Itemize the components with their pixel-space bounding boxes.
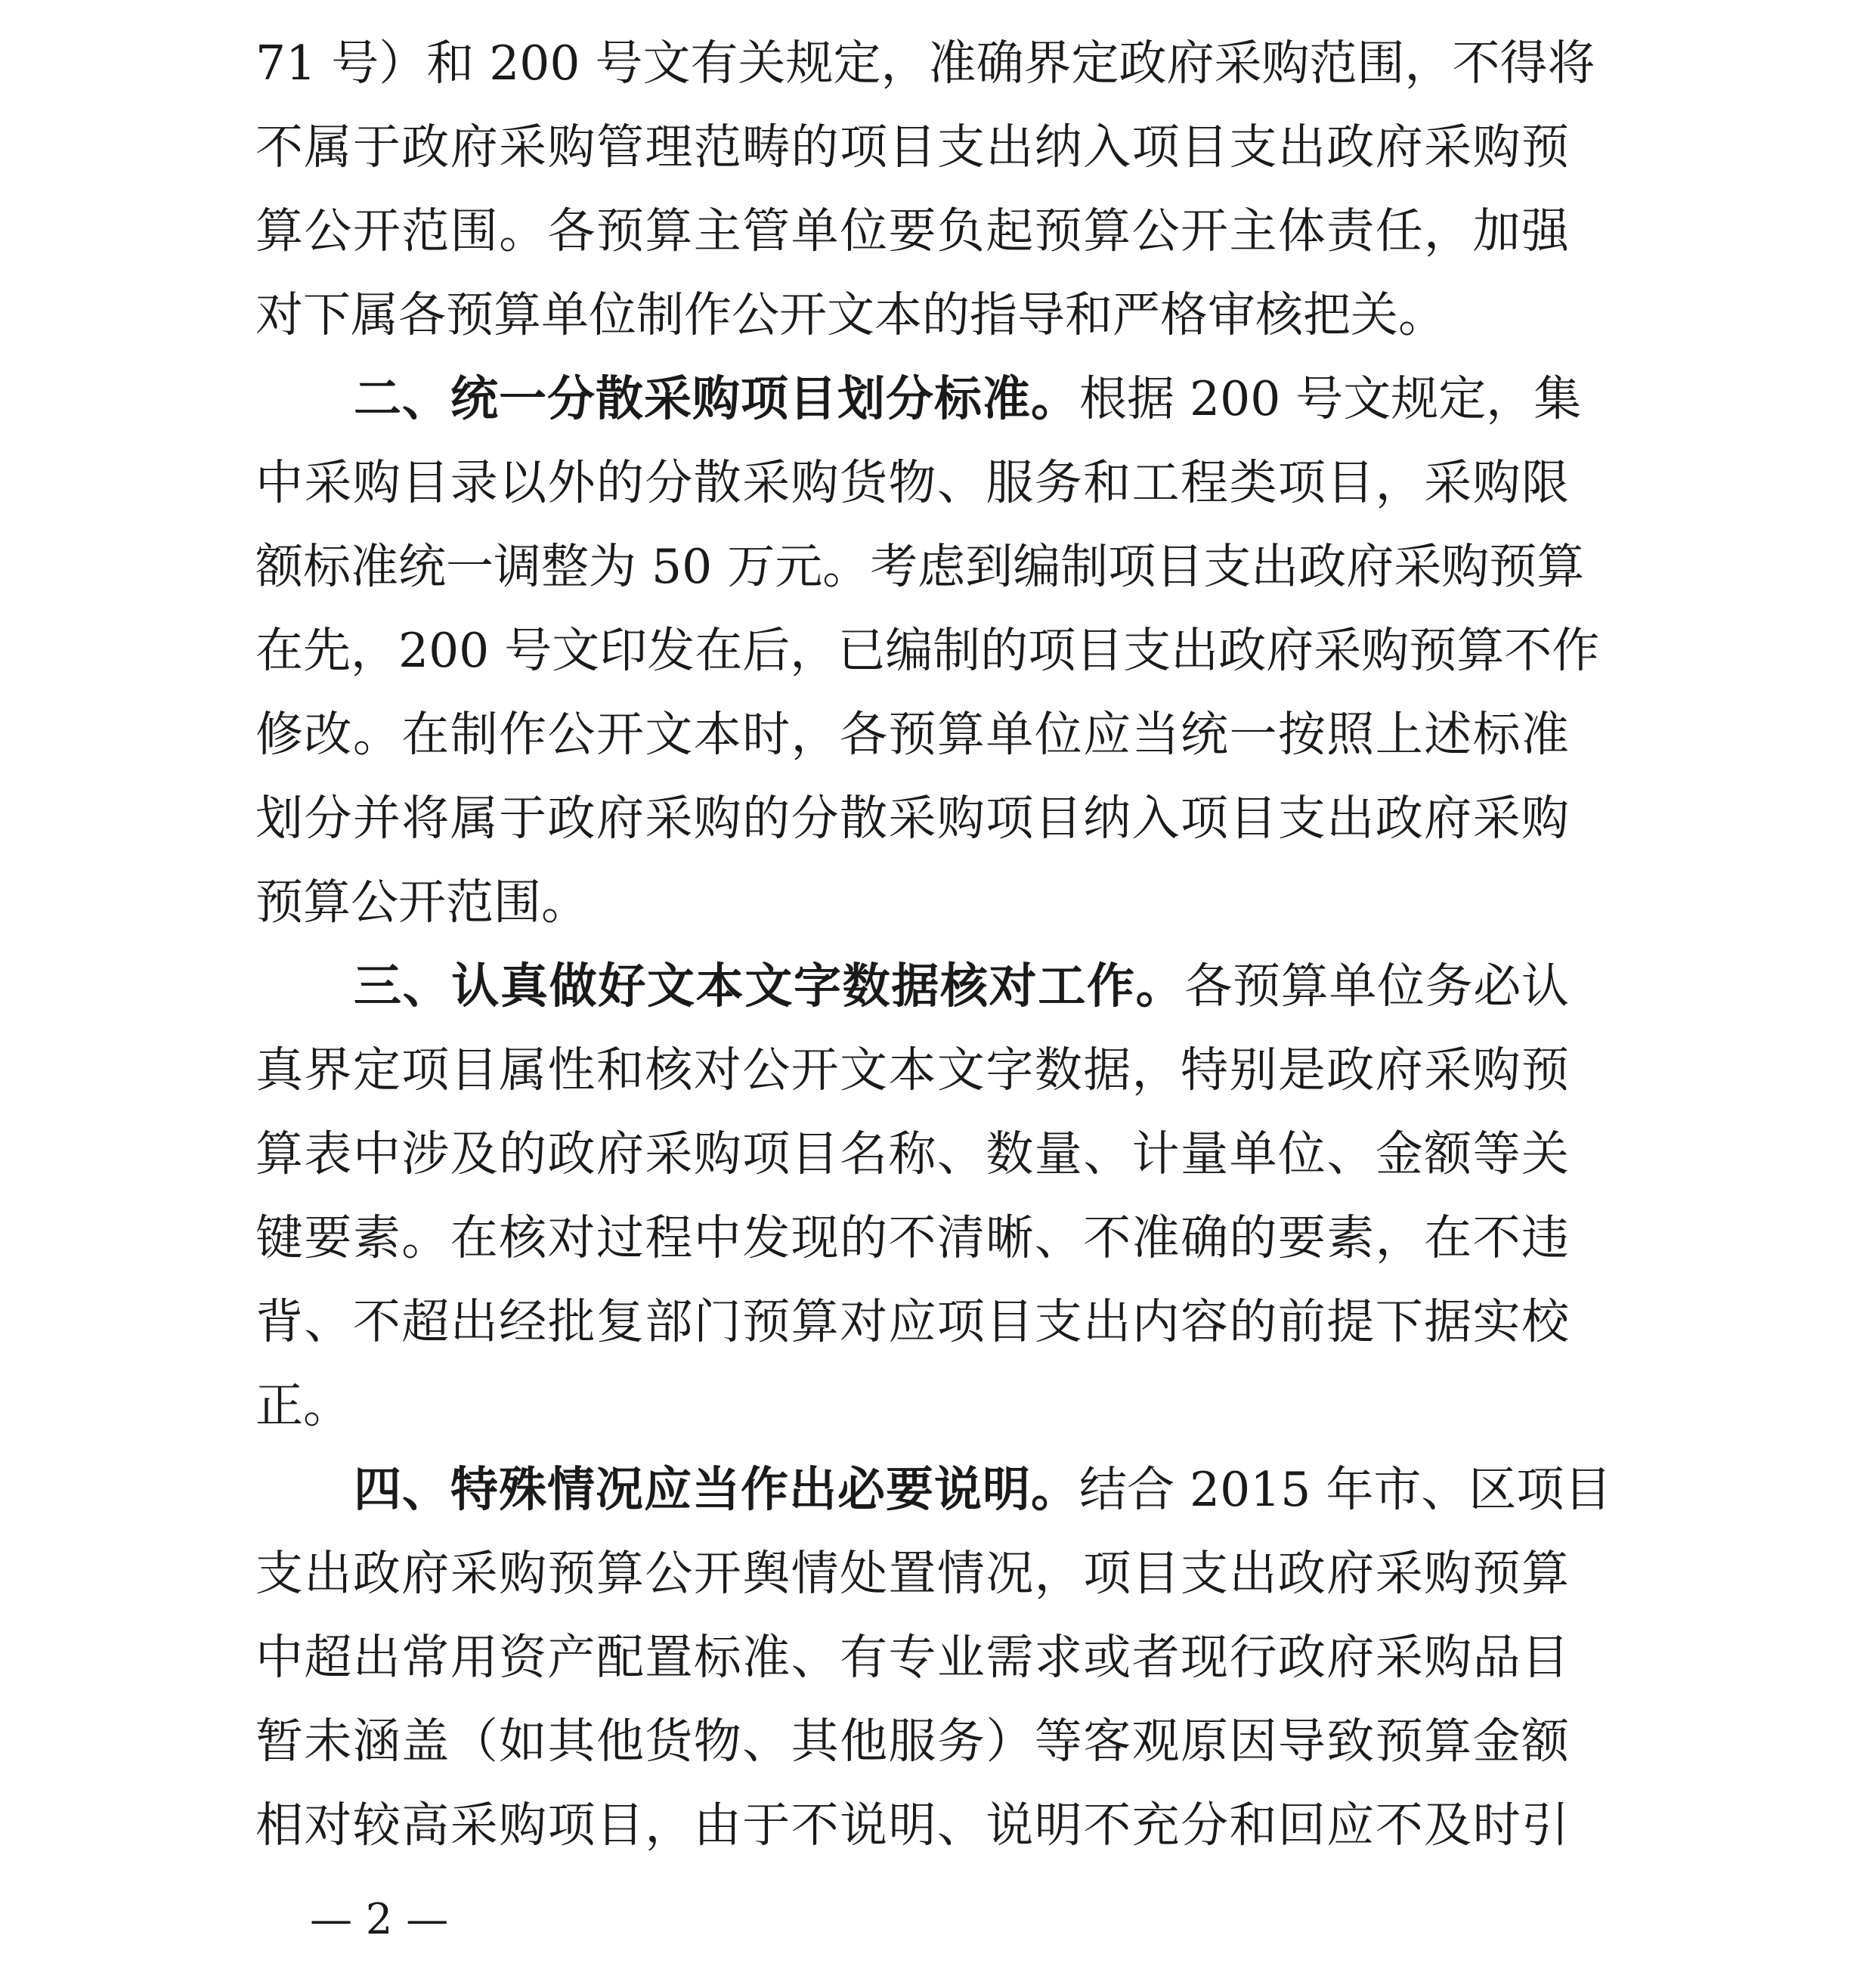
line-text: 结合 2015 年市、区项目 bbox=[1079, 1462, 1612, 1517]
line-text: 71 号）和 200 号文有关规定，准确界定政府采购范围，不得将 bbox=[255, 36, 1595, 91]
text-line bbox=[255, 1196, 1569, 1280]
line-text: 额标准统一调整为 50 万元。考虑到编制项目支出政府采购预算 bbox=[255, 539, 1585, 594]
text-line bbox=[255, 21, 1595, 105]
text-line bbox=[255, 776, 1569, 860]
line-text: 相对较高采购项目，由于不说明、说明不充分和回应不及时引 bbox=[255, 1798, 1569, 1853]
text-line bbox=[255, 1364, 1569, 1448]
text-line bbox=[255, 1615, 1569, 1699]
text-line bbox=[255, 1783, 1569, 1867]
section-heading: 三、认真做好文本文字数据核对工作。 bbox=[354, 958, 1185, 1014]
line-text: 背、不超出经批复部门预算对应项目支出内容的前提下据实校 bbox=[255, 1294, 1569, 1349]
text-line bbox=[255, 1699, 1569, 1783]
line-text: 各预算单位务必认 bbox=[1184, 958, 1570, 1014]
text-line bbox=[255, 273, 1569, 357]
section-heading-line bbox=[255, 1448, 1612, 1531]
line-text: 中超出常用资产配置标准、有专业需求或者现行政府采购品目 bbox=[255, 1630, 1569, 1685]
line-text: 中采购目录以外的分散采购货物、服务和工程类项目，采购限 bbox=[255, 455, 1569, 510]
line-text: 算公开范围。各预算主管单位要负起预算公开主体责任，加强 bbox=[255, 203, 1569, 259]
line-text: 根据 200 号文规定，集 bbox=[1079, 371, 1582, 426]
section-heading: 四、特殊情况应当作出必要说明。 bbox=[354, 1462, 1079, 1517]
line-text: 对下属各预算单位制作公开文本的指导和严格审核把关。 bbox=[255, 287, 1446, 342]
text-line bbox=[255, 608, 1600, 692]
text-line bbox=[255, 189, 1569, 273]
line-text: 划分并将属于政府采购的分散采购项目纳入项目支出政府采购 bbox=[255, 791, 1569, 846]
section-heading-line bbox=[255, 944, 1569, 1028]
section-heading: 二、统一分散采购项目划分标准。 bbox=[354, 371, 1079, 426]
line-text: 正。 bbox=[255, 1378, 351, 1433]
text-line bbox=[255, 1280, 1569, 1364]
line-text: 修改。在制作公开文本时，各预算单位应当统一按照上述标准 bbox=[255, 707, 1569, 762]
text-line bbox=[255, 1531, 1569, 1615]
line-text: 键要素。在核对过程中发现的不清晰、不准确的要素，在不违 bbox=[255, 1210, 1569, 1265]
section-heading-line bbox=[255, 357, 1582, 441]
line-text: 算表中涉及的政府采购项目名称、数量、计量单位、金额等关 bbox=[255, 1126, 1569, 1181]
text-line bbox=[255, 105, 1569, 189]
line-text: 在先，200 号文印发在后，已编制的项目支出政府采购预算不作 bbox=[255, 623, 1600, 678]
line-text: 支出政府采购预算公开舆情处置情况，项目支出政府采购预算 bbox=[255, 1546, 1569, 1601]
page-number: — 2 — bbox=[310, 1895, 449, 1944]
line-text: 暂未涵盖（如其他货物、其他服务）等客观原因导致预算金额 bbox=[255, 1714, 1569, 1769]
line-text: 不属于政府采购管理范畴的项目支出纳入项目支出政府采购预 bbox=[255, 119, 1569, 175]
text-line bbox=[255, 441, 1569, 525]
text-line bbox=[255, 525, 1585, 608]
text-line bbox=[255, 1028, 1569, 1112]
line-text: 真界定项目属性和核对公开文本文字数据，特别是政府采购预 bbox=[255, 1042, 1569, 1098]
text-line bbox=[255, 1112, 1569, 1196]
document-body bbox=[255, 21, 1612, 1867]
text-line bbox=[255, 692, 1569, 776]
text-line bbox=[255, 860, 1569, 944]
line-text: 预算公开范围。 bbox=[255, 875, 589, 930]
